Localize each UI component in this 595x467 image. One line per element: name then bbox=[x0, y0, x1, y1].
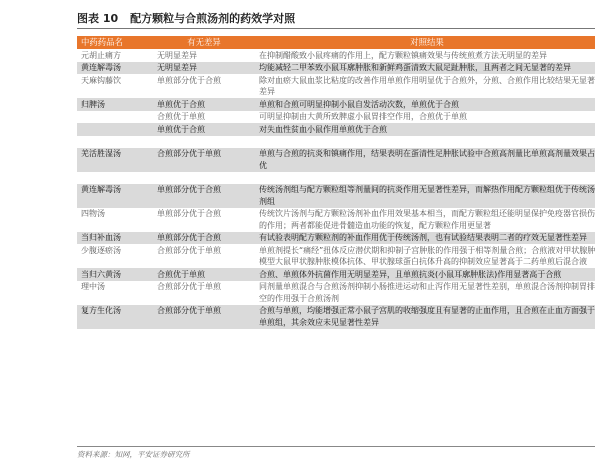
cell-comparison-result: 单煎与合煎的抗炎和镇痛作用，结果表明在蛋清性足肿胀试验中合煎高剂量比单煎高剂量效果占优 bbox=[255, 148, 595, 172]
table-row bbox=[77, 184, 595, 208]
cell-difference: 合煎部分优于单煎 bbox=[153, 148, 255, 172]
footer-divider bbox=[77, 446, 595, 447]
comparison-table-container bbox=[77, 36, 595, 329]
row-spacer bbox=[77, 136, 595, 148]
cell-comparison-result: 合煎与单煎，均能增强正常小鼠子宫肌的收缩强度且有显著的止血作用，且合煎在止血方面强于单煎组，其余效应未见显著性差异 bbox=[255, 305, 595, 329]
table-header-row bbox=[77, 36, 595, 49]
table-row bbox=[77, 268, 595, 281]
cell-medicine-name: 当归补血汤 bbox=[77, 232, 153, 245]
cell-medicine-name: 元胡止痛方 bbox=[77, 49, 153, 62]
cell-difference: 单煎优于合煎 bbox=[153, 123, 255, 136]
table-row bbox=[77, 136, 595, 148]
cell-difference: 单煎部分优于合煎 bbox=[153, 208, 255, 232]
table-row bbox=[77, 111, 595, 124]
cell-medicine-name: 黄连解毒汤 bbox=[77, 62, 153, 75]
figure-caption: 配方颗粒与合煎汤剂的药效学对照 bbox=[130, 12, 296, 25]
table-row bbox=[77, 172, 595, 184]
row-spacer bbox=[77, 172, 595, 184]
cell-medicine-name: 天麻钩藤饮 bbox=[77, 74, 153, 98]
figure-label: 图表 10 bbox=[77, 12, 119, 25]
cell-comparison-result: 有试验表明配方颗粒剂的补血作用优于传统汤剂，也有试验结果表明二者的疗效无显著性差异 bbox=[255, 232, 595, 245]
cell-medicine-name: 理中汤 bbox=[77, 281, 153, 305]
cell-difference: 合煎优于单煎 bbox=[153, 268, 255, 281]
cell-difference: 合煎优于单煎 bbox=[153, 111, 255, 124]
cell-difference: 合煎部分优于单煎 bbox=[153, 305, 255, 329]
table-row bbox=[77, 74, 595, 98]
cell-difference: 合煎部分优于单煎 bbox=[153, 244, 255, 268]
cell-difference: 单煎优于合煎 bbox=[153, 98, 255, 111]
cell-comparison-result: 均能减轻二甲苯致小鼠耳廓肿胀和新鲜鸡蛋清致大鼠足趾肿胀，且两者之间无显著的差异 bbox=[255, 62, 595, 75]
source-note: 资料来源：知网，平安证券研究所 bbox=[77, 450, 190, 459]
cell-comparison-result: 传统饮片汤剂与配方颗粒汤剂补血作用效果基本相当，而配方颗粒组还能明显保护免疫器官损伤的作用；两者都能促进骨髓造血功能的恢复，配方颗粒作用更显著 bbox=[255, 208, 595, 232]
table-row bbox=[77, 244, 595, 268]
header-medicine-name: 中药药品名 bbox=[77, 36, 153, 49]
cell-difference: 无明显差异 bbox=[153, 49, 255, 62]
cell-medicine-name: 复方生化汤 bbox=[77, 305, 153, 329]
cell-comparison-result: 同剂量单煎混合与合煎汤剂抑制小肠推进运动和止泻作用无显著性差别，单煎混合汤剂抑制胃排空的作用强于合煎汤剂 bbox=[255, 281, 595, 305]
table-row bbox=[77, 49, 595, 62]
table-row bbox=[77, 281, 595, 305]
table-row bbox=[77, 98, 595, 111]
table-body bbox=[77, 49, 595, 329]
cell-comparison-result: 单煎和合煎可明显抑制小鼠自发活动次数，单煎优于合煎 bbox=[255, 98, 595, 111]
table-row bbox=[77, 305, 595, 329]
cell-medicine-name: 四物汤 bbox=[77, 208, 153, 232]
cell-comparison-result: 除对血瘀大鼠血浆比粘度的改善作用单煎作用明显优于合煎外，分煎、合煎作用比较结果无显著差异 bbox=[255, 74, 595, 98]
cell-medicine-name: 归脾汤 bbox=[77, 98, 153, 111]
cell-comparison-result: 对失血性贫血小鼠作用单煎优于合煎 bbox=[255, 123, 595, 136]
cell-comparison-result: 在抑制醋酸致小鼠疼痛的作用上，配方颗粒镇痛效果与传统煎煮方法无明显的差异 bbox=[255, 49, 595, 62]
table-row bbox=[77, 208, 595, 232]
table-row bbox=[77, 232, 595, 245]
table-row bbox=[77, 148, 595, 172]
cell-difference: 无明显差异 bbox=[153, 62, 255, 75]
cell-difference: 单煎部分优于合煎 bbox=[153, 184, 255, 208]
cell-comparison-result: 可明显抑制由大黄所致脾虚小鼠胃排空作用，合煎优于单煎 bbox=[255, 111, 595, 124]
cell-comparison-result: 合煎、单煎体外抗菌作用无明显差异，且单煎抗炎(小鼠耳廓肿胀法)作用显著高于合煎 bbox=[255, 268, 595, 281]
cell-medicine-name: 少腹逐瘀汤 bbox=[77, 244, 153, 268]
title-divider bbox=[77, 28, 595, 29]
cell-medicine-name bbox=[77, 123, 153, 136]
cell-medicine-name: 当归六黄汤 bbox=[77, 268, 153, 281]
header-comparison-result: 对照结果 bbox=[255, 36, 595, 49]
cell-medicine-name bbox=[77, 111, 153, 124]
cell-difference: 单煎部分优于合煎 bbox=[153, 232, 255, 245]
cell-medicine-name: 羌活胜湿汤 bbox=[77, 148, 153, 172]
cell-difference: 单煎部分优于合煎 bbox=[153, 74, 255, 98]
header-difference: 有无差异 bbox=[153, 36, 255, 49]
cell-comparison-result: 传统汤剂组与配方颗粒组等剂量间的抗炎作用无显著性差异，而解热作用配方颗粒组优于传统汤剂组 bbox=[255, 184, 595, 208]
comparison-table bbox=[77, 36, 595, 329]
cell-comparison-result: 单煎剂提长“痛经”扭体反应潜伏期和抑制子宫肿胀的作用强于相等剂量合煎；合煎液对甲状腺肿模型大鼠甲状腺肿胀模体抗体、甲状腺球蛋白抗体升高的抑制效应显著高于二药单煎后混合液 bbox=[255, 244, 595, 268]
table-row bbox=[77, 123, 595, 136]
cell-difference: 合煎部分优于单煎 bbox=[153, 281, 255, 305]
figure-title bbox=[77, 10, 295, 26]
table-row bbox=[77, 62, 595, 75]
cell-medicine-name: 黄连解毒汤 bbox=[77, 184, 153, 208]
